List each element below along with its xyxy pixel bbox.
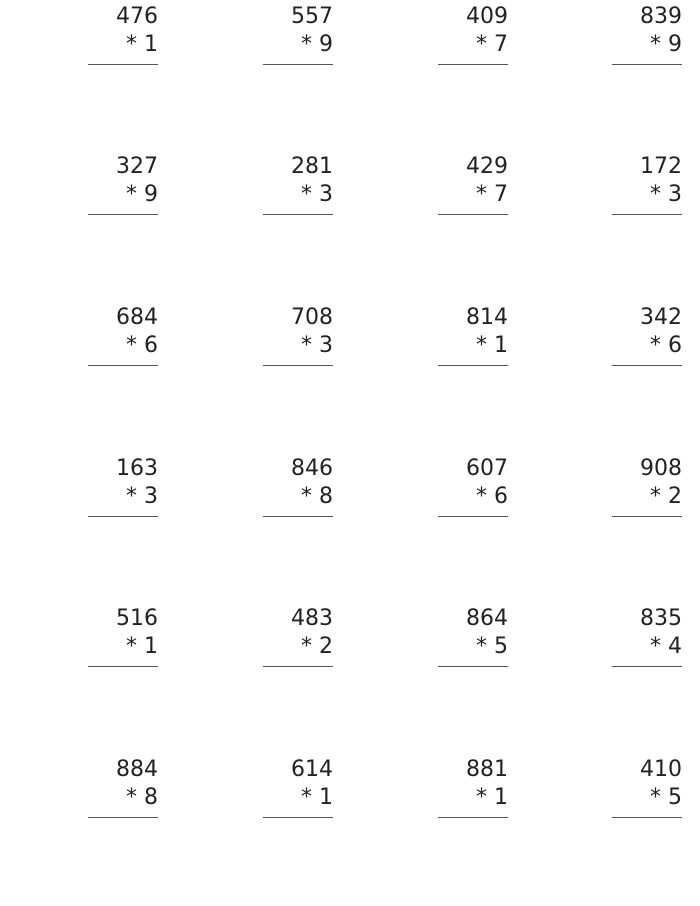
multiplier: * 6 (126, 333, 158, 358)
multiplicand: 342 (640, 305, 682, 330)
multiplicand: 884 (116, 757, 158, 782)
answer-line (612, 666, 682, 667)
multiplier: * 1 (476, 785, 508, 810)
multiplier: * 2 (650, 484, 682, 509)
multiplication-problem (88, 154, 158, 214)
multiplicand: 614 (291, 757, 333, 782)
answer-line (438, 365, 508, 366)
multiplicand: 163 (116, 456, 158, 481)
multiplication-problem (263, 154, 333, 214)
answer-line (88, 214, 158, 215)
multiplier: * 5 (650, 785, 682, 810)
multiplier: * 2 (301, 634, 333, 659)
multiplicand: 864 (466, 606, 508, 631)
answer-line (438, 64, 508, 65)
multiplication-problem (88, 305, 158, 365)
multiplicand: 814 (466, 305, 508, 330)
multiplication-problem (438, 4, 508, 64)
answer-line (263, 817, 333, 818)
multiplier: * 5 (476, 634, 508, 659)
multiplicand: 172 (640, 154, 682, 179)
multiplier: * 8 (301, 484, 333, 509)
multiplicand: 839 (640, 4, 682, 29)
multiplicand: 281 (291, 154, 333, 179)
answer-line (438, 666, 508, 667)
multiplier: * 1 (476, 333, 508, 358)
multiplier: * 9 (301, 32, 333, 57)
multiplicand: 908 (640, 456, 682, 481)
multiplication-problem (612, 456, 682, 516)
multiplicand: 410 (640, 757, 682, 782)
multiplicand: 516 (116, 606, 158, 631)
multiplication-problem (263, 757, 333, 817)
multiplication-problem (263, 606, 333, 666)
multiplicand: 607 (466, 456, 508, 481)
multiplication-problem (612, 606, 682, 666)
answer-line (263, 64, 333, 65)
multiplicand: 483 (291, 606, 333, 631)
answer-line (612, 214, 682, 215)
multiplicand: 327 (116, 154, 158, 179)
answer-line (612, 64, 682, 65)
multiplicand: 557 (291, 4, 333, 29)
answer-line (88, 817, 158, 818)
answer-line (88, 516, 158, 517)
multiplier: * 6 (476, 484, 508, 509)
answer-line (612, 365, 682, 366)
multiplication-problem (612, 154, 682, 214)
multiplication-problem (88, 757, 158, 817)
multiplier: * 6 (650, 333, 682, 358)
answer-line (612, 516, 682, 517)
multiplication-problem (263, 456, 333, 516)
answer-line (263, 666, 333, 667)
answer-line (263, 516, 333, 517)
multiplier: * 3 (301, 333, 333, 358)
multiplicand: 476 (116, 4, 158, 29)
multiplier: * 3 (650, 182, 682, 207)
multiplicand: 708 (291, 305, 333, 330)
multiplier: * 1 (126, 634, 158, 659)
multiplicand: 684 (116, 305, 158, 330)
multiplier: * 7 (476, 182, 508, 207)
multiplication-problem (438, 606, 508, 666)
multiplicand: 881 (466, 757, 508, 782)
answer-line (438, 516, 508, 517)
answer-line (88, 666, 158, 667)
multiplicand: 409 (466, 4, 508, 29)
multiplier: * 3 (301, 182, 333, 207)
answer-line (263, 365, 333, 366)
multiplier: * 8 (126, 785, 158, 810)
multiplier: * 9 (126, 182, 158, 207)
multiplicand: 846 (291, 456, 333, 481)
multiplicand: 429 (466, 154, 508, 179)
multiplication-problem (438, 757, 508, 817)
multiplier: * 1 (126, 32, 158, 57)
multiplication-problem (438, 154, 508, 214)
answer-line (438, 214, 508, 215)
multiplication-problem (263, 305, 333, 365)
answer-line (88, 64, 158, 65)
answer-line (263, 214, 333, 215)
multiplication-problem (263, 4, 333, 64)
multiplier: * 4 (650, 634, 682, 659)
multiplication-problem (612, 4, 682, 64)
multiplication-problem (612, 305, 682, 365)
multiplication-problem (438, 456, 508, 516)
multiplication-problem (88, 456, 158, 516)
multiplier: * 3 (126, 484, 158, 509)
answer-line (612, 817, 682, 818)
answer-line (88, 365, 158, 366)
multiplier: * 1 (301, 785, 333, 810)
multiplication-problem (88, 4, 158, 64)
multiplier: * 7 (476, 32, 508, 57)
multiplier: * 9 (650, 32, 682, 57)
multiplication-problem (612, 757, 682, 817)
multiplicand: 835 (640, 606, 682, 631)
multiplication-problem (88, 606, 158, 666)
multiplication-problem (438, 305, 508, 365)
answer-line (438, 817, 508, 818)
